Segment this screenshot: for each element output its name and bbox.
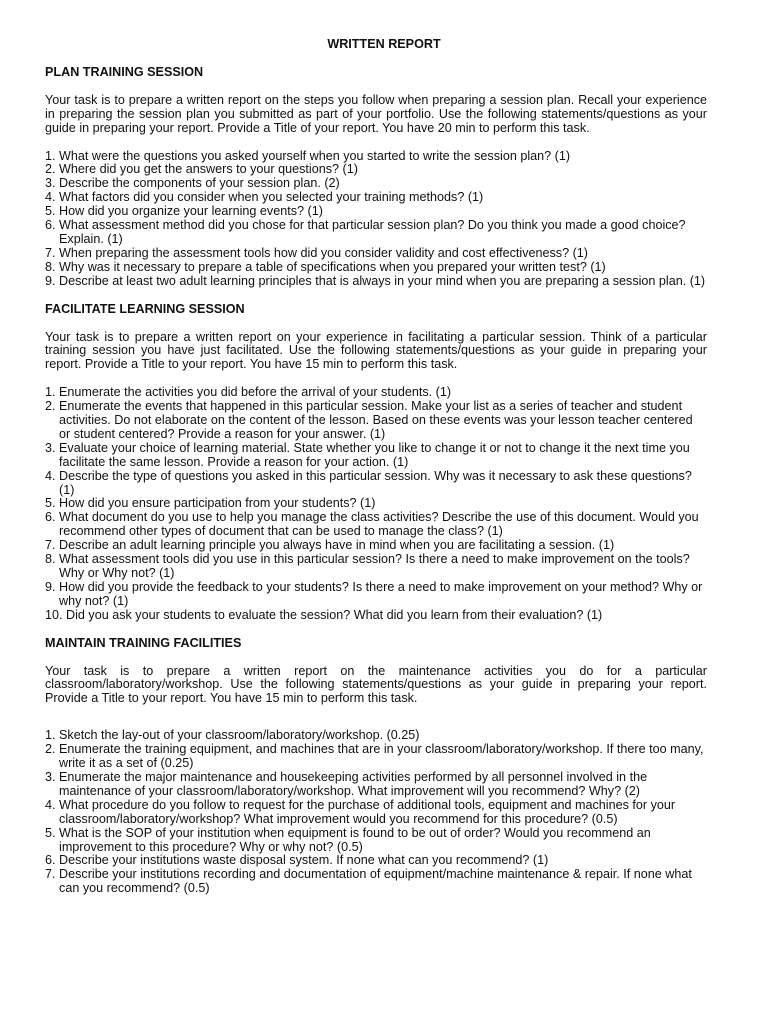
item-text: What factors did you consider when you selected your training methods? (1) [59, 190, 484, 205]
item-text: Describe your institutions waste disposal system. If none what can you recommend? (1) [59, 853, 549, 868]
item-number: 9. [45, 579, 60, 594]
section-facilitate-learning-session [45, 303, 707, 623]
item-number: 2. [45, 399, 60, 414]
item-text: Describe an adult learning principle you always have in mind when you are facilitating a session. (1) [59, 538, 615, 553]
item-number: 5. [45, 496, 60, 511]
item-text: What document do you use to help you manage the class activities? Describe the use of this document. Would you recommend other types of document that can be used to manage the class? (1) [59, 510, 699, 539]
list-item [45, 581, 707, 609]
section-heading: PLAN TRAINING SESSION [45, 64, 204, 79]
section-heading: FACILITATE LEARNING SESSION [45, 301, 245, 316]
list-item [45, 511, 707, 539]
question-list [45, 729, 707, 896]
item-text: Describe the type of questions you asked in this particular session. Why was it necessary to ask these questions? (1) [59, 468, 692, 497]
question-list [45, 150, 707, 289]
item-text: How did you organize your learning events? (1) [59, 204, 323, 219]
list-item [45, 609, 707, 623]
section-heading: MAINTAIN TRAINING FACILITIES [45, 635, 242, 650]
section-intro: Your task is to prepare a written report on the maintenance activities you do for a particular classroom/laboratory/workshop. Use the following statements/questions as your guide in preparing your report. Provide a Title to your report. You have 15 min to perform this task. [45, 663, 707, 706]
item-number: 1. [45, 728, 60, 743]
item-number: 7. [45, 538, 60, 553]
list-item [45, 386, 707, 400]
list-item [45, 729, 707, 743]
item-text: Describe the components of your session plan. (2) [59, 176, 340, 191]
item-text: How did you ensure participation from your students? (1) [59, 496, 376, 511]
item-number: 3. [45, 769, 60, 784]
item-number: 3. [45, 440, 60, 455]
list-item [45, 163, 707, 177]
item-text: What assessment tools did you use in this particular session? Is there a need to make improvement on the tools? Why or Why not? (1) [59, 552, 690, 580]
item-number: 1. [45, 148, 60, 163]
item-number: 4. [45, 190, 60, 205]
item-text: Evaluate your choice of learning material. State whether you like to change it or not to change it the next time you facilitate the same lesson. Provide a reason for your action. (1) [59, 440, 690, 469]
item-number: 4. [45, 468, 60, 483]
list-item [45, 205, 707, 219]
item-number: 2. [45, 742, 60, 757]
list-item [45, 827, 707, 855]
item-number: 10. [45, 607, 67, 622]
item-text: Enumerate the major maintenance and housekeeping activities performed by all personnel involved in the maintenance of your classroom/laboratory/workshop. What improvement will you recommend? Why? (2) [59, 769, 648, 798]
list-item [45, 247, 707, 261]
section-plan-training-session [45, 66, 707, 289]
list-item [45, 219, 707, 247]
item-text: Describe at least two adult learning principles that is always in your mind when you are preparing a session plan. (1) [59, 273, 706, 288]
item-number: 6. [45, 853, 60, 868]
item-text: What is the SOP of your institution when equipment is found to be out of order? Would you recommend an improvement to this procedure? Why or why not? (0.5) [59, 825, 651, 854]
item-number: 7. [45, 867, 60, 882]
item-text: Enumerate the training equipment, and machines that are in your classroom/laboratory/workshop. If there too many, write it as a set of (0.25) [59, 742, 704, 771]
list-item [45, 150, 707, 164]
item-text: Did you ask your students to evaluate the session? What did you learn from their evaluation? (1) [66, 607, 603, 622]
list-item [45, 442, 707, 470]
item-text: Enumerate the events that happened in this particular session. Make your list as a series of teacher and student activities. Do not elaborate on the content of the lesson. Based on these events was your lesson teacher centered or student centered? Provide a reason for your answer. (1) [59, 399, 693, 441]
item-text: Describe your institutions recording and documentation of equipment/machine maintenance & repair. If none what can you recommend? (0.5) [59, 867, 692, 896]
item-number: 6. [45, 510, 60, 525]
item-number: 6. [45, 218, 60, 233]
item-text: What were the questions you asked yourself when you started to write the session plan? (1) [59, 148, 571, 163]
list-item [45, 275, 707, 289]
list-item [45, 553, 707, 581]
item-number: 4. [45, 797, 60, 812]
list-item [45, 539, 707, 553]
list-item [45, 177, 707, 191]
list-item [45, 868, 707, 896]
item-number: 3. [45, 176, 60, 191]
item-text: What assessment method did you chose for that particular session plan? Do you think you made a good choice? Explain. (1) [59, 218, 686, 246]
section-intro: Your task is to prepare a written report on the steps you follow when preparing a session plan. Recall your experience in preparing the session plan you submitted as part of your portfolio. Use the following statements/questions as your guide in preparing your report. Provide a Title of your report. You have 20 min to perform this task. [45, 92, 707, 135]
list-item [45, 191, 707, 205]
document-title: WRITTEN REPORT [327, 37, 441, 51]
item-text: Why was it necessary to prepare a table of specifications when you prepared your written test? (1) [59, 259, 606, 274]
list-item [45, 497, 707, 511]
list-item [45, 854, 707, 868]
item-number: 9. [45, 273, 60, 288]
item-number: 8. [45, 259, 60, 274]
section-intro: Your task is to prepare a written report on your experience in facilitating a particular session. Think of a particular training session you have just facilitated. Use the following statements/questions as your guide in preparing your report. Provide a Title to your report. You have 15 min to perform this task. [45, 329, 707, 372]
item-number: 7. [45, 245, 60, 260]
item-text: How did you provide the feedback to your students? Is there a need to make improvement on your method? Why or why not? (1) [59, 579, 703, 608]
list-item [45, 400, 707, 442]
list-item [45, 771, 707, 799]
list-item [45, 470, 707, 498]
item-number: 8. [45, 552, 60, 567]
item-number: 5. [45, 825, 60, 840]
item-text: Sketch the lay-out of your classroom/laboratory/workshop. (0.25) [59, 728, 420, 743]
item-number: 1. [45, 385, 60, 400]
list-item [45, 261, 707, 275]
list-item [45, 799, 707, 827]
item-text: When preparing the assessment tools how did you consider validity and cost effectiveness? (1) [59, 245, 589, 260]
item-text: Where did you get the answers to your questions? (1) [59, 162, 358, 177]
question-list [45, 386, 707, 622]
section-maintain-training-facilities [45, 637, 707, 897]
item-number: 5. [45, 204, 60, 219]
item-text: What procedure do you follow to request for the purchase of additional tools, equipment and machines for your classroom/laboratory/workshop? What improvement would you recommend for this procedure? (0.5) [59, 797, 676, 826]
item-text: Enumerate the activities you did before the arrival of your students. (1) [59, 385, 452, 400]
item-number: 2. [45, 162, 60, 177]
list-item [45, 743, 707, 771]
